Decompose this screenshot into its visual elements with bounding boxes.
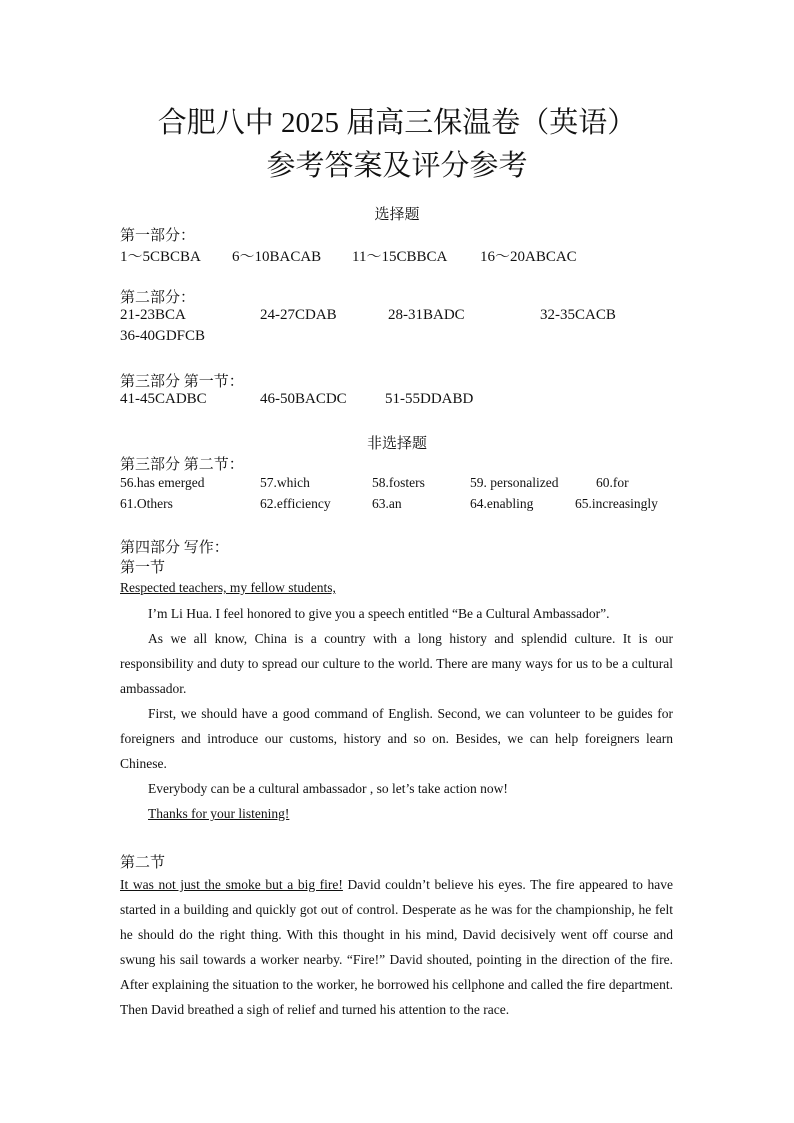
speech-paragraph: I’m Li Hua. I feel honored to give you a speech entitled “Be a Cultural Ambassador”. [148,606,610,621]
page-subtitle: 参考答案及评分参考 [266,150,528,182]
fill-answer: 63.an [372,496,402,511]
fill-answer: 65.increasingly [575,496,658,511]
story-lead: It was not just the smoke but a big fire! [120,877,343,892]
part1-answer: 1～5CBCBA [120,249,201,265]
fill-answer: 60.for [596,475,629,490]
speech-paragraph: Everybody can be a cultural ambassador , so let’s take action now! [148,781,508,796]
fill-answer: 59. personalized [470,475,559,490]
writing-s2-label: 第二节 [120,855,166,871]
part1-answer: 11～15CBBCA [352,249,448,265]
fill-answer: 62.efficiency [260,496,331,511]
speech-paragraph: As we all know, China is a country with a long history and splendid culture. It is our responsibility and duty to spread our culture to the world. There are many ways for us to be a cultural ambassador. [120,631,673,696]
writing-label: 第四部分 写作： [120,540,229,556]
part1-label: 第一部分： [120,228,196,244]
part2-label: 第二部分： [120,290,196,306]
fill-answer: 57.which [260,475,310,490]
speech-greeting: Respected teachers, my fellow students, [120,580,336,595]
fill-answer: 61.Others [120,496,173,511]
part3-answer: 51-55DDABD [385,391,474,407]
part2-answer: 24-27CDAB [260,307,337,323]
speech-closing: Thanks for your listening! [148,806,290,821]
part3-label: 第三部分 第一节： [120,374,244,390]
speech-closing-wrap [120,801,673,826]
part2-answer: 36-40GDFCB [120,328,206,344]
part1-answer: 16～20ABCAC [480,249,577,265]
page-title: 合肥八中 2025 届高三保温卷（英语） [157,107,637,139]
story-text: David couldn’t believe his eyes. The fire appeared to have started in a building and quickly got out of control. Desperate as he was for the championship, he felt he should do the right thing. With this thought in his mind, David decisively went off course and swung his sail towards a worker nearby. “Fire!” David shouted, pointing in the direction of the fire. After explaining the situation to the worker, he borrowed his cellphone and called the fire department. Then David breathed a sigh of relief and turned his attention to the race. [120,877,673,1017]
fill-answer: 56.has emerged [120,475,205,490]
story-paragraph [120,872,673,1022]
section2-label: 第三部分 第二节： [120,457,244,473]
fill-answer: 58.fosters [372,475,425,490]
objective-heading: 选择题 [374,207,420,223]
fill-answer: 64.enabling [470,496,534,511]
part1-answer: 6～10BACAB [232,249,322,265]
part2-answer: 21-23BCA [120,307,186,323]
part3-answer: 46-50BACDC [260,391,347,407]
subjective-heading: 非选择题 [366,436,427,452]
writing-s1-label: 第一节 [120,560,166,576]
part2-answer: 32-35CACB [540,307,616,323]
speech-paragraph: First, we should have a good command of English. Second, we can volunteer to be guides for foreigners and introduce our customs, history and so on. Besides, we can help foreigners learn Chinese. [120,706,673,771]
part2-answer: 28-31BADC [388,307,465,323]
part3-answer: 41-45CADBC [120,391,207,407]
